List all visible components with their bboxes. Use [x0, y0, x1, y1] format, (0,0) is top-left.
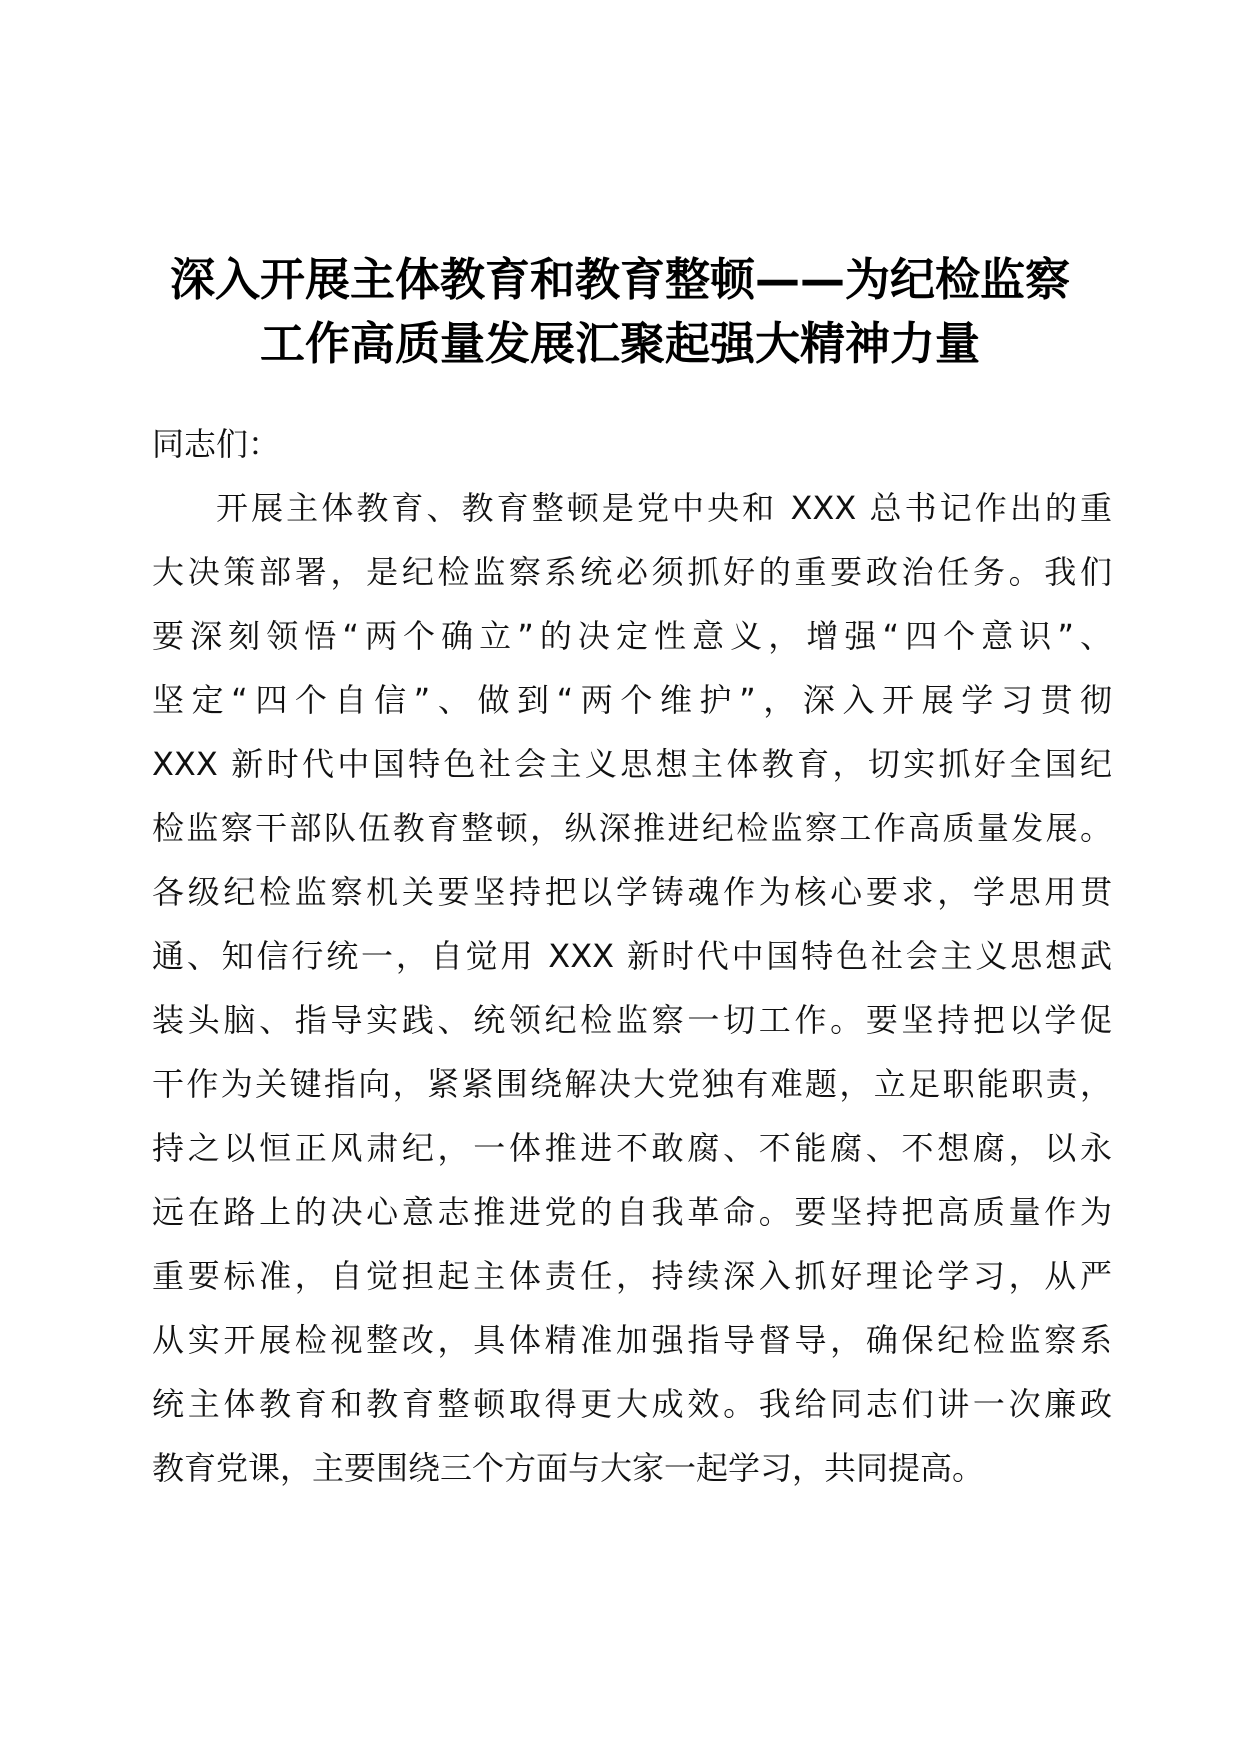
paragraph-line: 各级纪检监察机关要坚持把以学铸魂作为核心要求，学思用贯 [152, 873, 1112, 911]
paragraph-line: 装头脑、指导实践、统领纪检监察一切工作。要坚持把以学促 [152, 1001, 1112, 1039]
paragraph-line: 统主体教育和教育整顿取得更大成效。我给同志们讲一次廉政 [152, 1385, 1112, 1423]
paragraph-line: 干作为关键指向，紧紧围绕解决大党独有难题，立足职能职责， [152, 1065, 1112, 1103]
paragraph-line: 通、知信行统一，自觉用 XXX 新时代中国特色社会主义思想武 [152, 937, 1112, 975]
document-title [140, 248, 1100, 376]
paragraph-line: 从实开展检视整改，具体精准加强指导督导，确保纪检监察系 [152, 1321, 1112, 1359]
paragraph-line: 要深刻领悟“两个确立”的决定性意义，增强“四个意识”、 [152, 617, 1112, 655]
body-paragraph [152, 476, 1112, 1500]
title-line-1: 深入开展主体教育和教育整顿——为纪检监察 [169, 253, 1070, 306]
paragraph-line: 大决策部署，是纪检监察系统必须抓好的重要政治任务。我们 [152, 553, 1112, 591]
title-line-2: 工作高质量发展汇聚起强大精神力量 [259, 317, 980, 370]
paragraph-line: 坚定“四个自信”、做到“两个维护”，深入开展学习贯彻 [152, 681, 1112, 719]
paragraph-line: 检监察干部队伍教育整顿，纵深推进纪检监察工作高质量发展。 [152, 809, 1112, 847]
paragraph-line: 持之以恒正风肃纪，一体推进不敢腐、不能腐、不想腐，以永 [152, 1129, 1112, 1167]
salutation: 同志们： [152, 425, 281, 463]
paragraph-line: 远在路上的决心意志推进党的自我革命。要坚持把高质量作为 [152, 1193, 1112, 1231]
paragraph-line: 重要标准，自觉担起主体责任，持续深入抓好理论学习，从严 [152, 1257, 1112, 1295]
paragraph-line: XXX 新时代中国特色社会主义思想主体教育，切实抓好全国纪 [152, 745, 1112, 783]
paragraph-line: 教育党课，主要围绕三个方面与大家一起学习，共同提高。 [152, 1449, 985, 1487]
paragraph-line: 开展主体教育、教育整顿是党中央和 XXX 总书记作出的重 [216, 489, 1112, 527]
